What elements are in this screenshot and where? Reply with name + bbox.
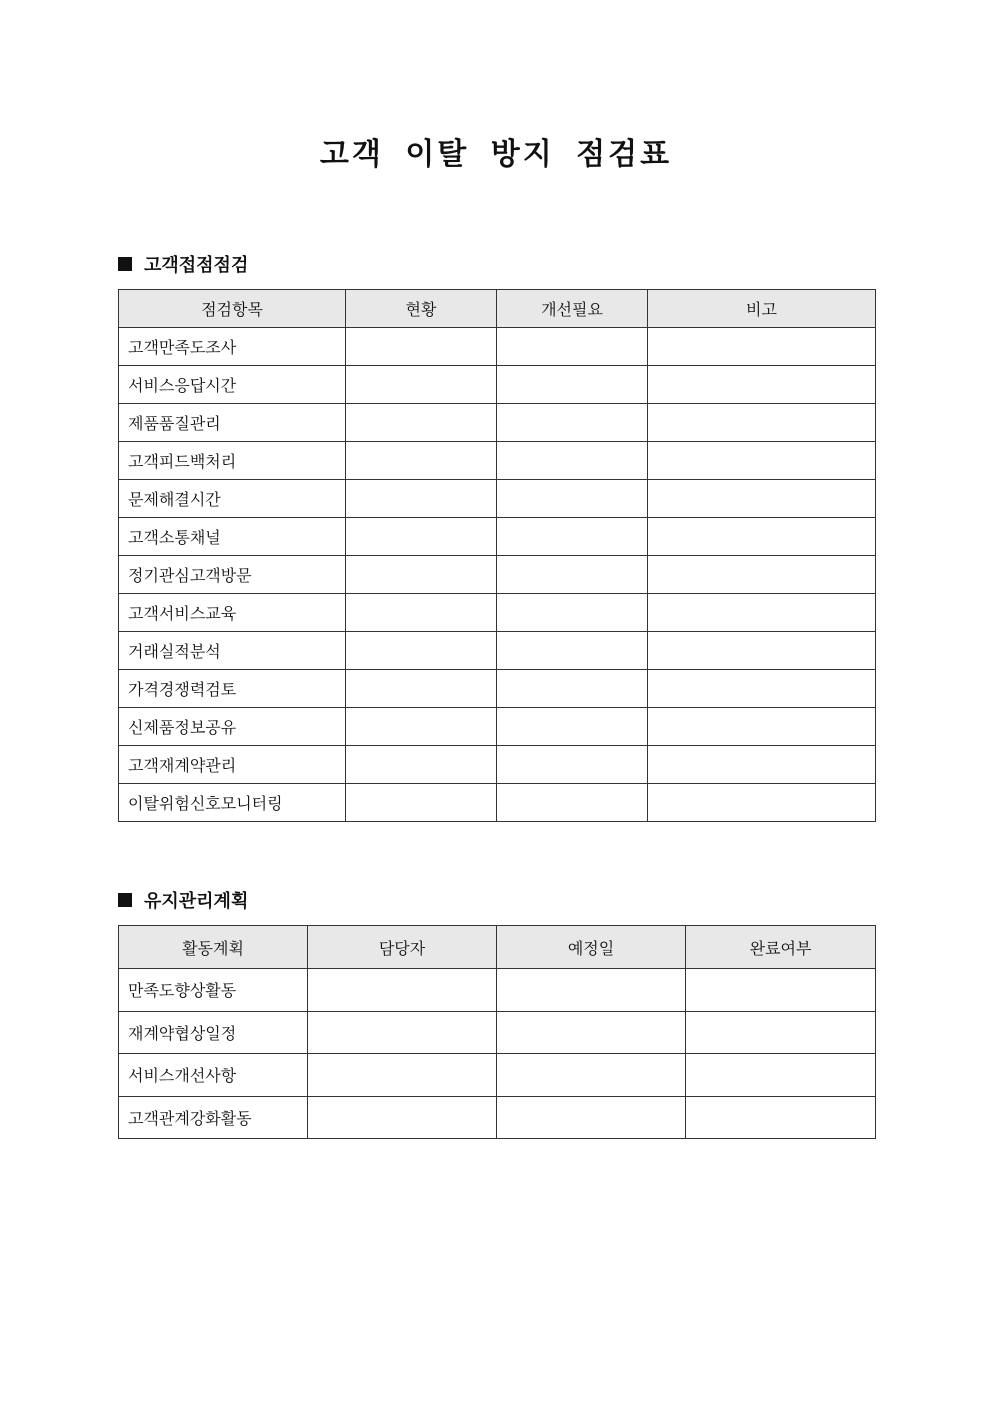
column-header: 비고 <box>648 290 876 328</box>
section-heading-label: 고객접점점검 <box>144 255 249 276</box>
owner-cell[interactable] <box>308 1011 497 1054</box>
column-header: 현황 <box>346 290 497 328</box>
table-row <box>119 404 876 442</box>
section-heading-contact-check <box>118 250 248 278</box>
table-row <box>119 1011 876 1054</box>
status-cell[interactable] <box>346 746 497 784</box>
due-date-cell[interactable] <box>497 1054 686 1097</box>
check-item-label: 이탈위험신호모니터링 <box>119 784 346 822</box>
check-item-label: 신제품정보공유 <box>119 708 346 746</box>
check-item-label: 정기관심고객방문 <box>119 556 346 594</box>
table-row <box>119 366 876 404</box>
column-header: 담당자 <box>308 926 497 969</box>
remarks-cell[interactable] <box>648 366 876 404</box>
black-square-icon <box>118 257 132 271</box>
section-heading-retention-plan <box>118 886 248 914</box>
table-row <box>119 969 876 1012</box>
table-row <box>119 480 876 518</box>
activity-label: 고객관계강화활동 <box>119 1096 308 1139</box>
column-header: 개선필요 <box>497 290 648 328</box>
table-row <box>119 328 876 366</box>
check-item-label: 고객만족도조사 <box>119 328 346 366</box>
table-row <box>119 1096 876 1139</box>
table-row <box>119 1054 876 1097</box>
improvement-cell[interactable] <box>497 518 648 556</box>
check-item-label: 제품품질관리 <box>119 404 346 442</box>
improvement-cell[interactable] <box>497 670 648 708</box>
retention-plan-table <box>118 925 876 1139</box>
improvement-cell[interactable] <box>497 404 648 442</box>
status-cell[interactable] <box>346 556 497 594</box>
check-item-label: 고객피드백처리 <box>119 442 346 480</box>
table-row <box>119 746 876 784</box>
table-row <box>119 442 876 480</box>
improvement-cell[interactable] <box>497 366 648 404</box>
status-cell[interactable] <box>346 518 497 556</box>
remarks-cell[interactable] <box>648 784 876 822</box>
table-row <box>119 670 876 708</box>
owner-cell[interactable] <box>308 1096 497 1139</box>
due-date-cell[interactable] <box>497 1096 686 1139</box>
improvement-cell[interactable] <box>497 746 648 784</box>
column-header: 점검항목 <box>119 290 346 328</box>
remarks-cell[interactable] <box>648 746 876 784</box>
remarks-cell[interactable] <box>648 556 876 594</box>
column-header: 예정일 <box>497 926 686 969</box>
remarks-cell[interactable] <box>648 328 876 366</box>
check-item-label: 거래실적분석 <box>119 632 346 670</box>
remarks-cell[interactable] <box>648 442 876 480</box>
status-cell[interactable] <box>346 708 497 746</box>
due-date-cell[interactable] <box>497 969 686 1012</box>
table-row <box>119 594 876 632</box>
activity-label: 재계약협상일정 <box>119 1011 308 1054</box>
improvement-cell[interactable] <box>497 556 648 594</box>
check-item-label: 고객재계약관리 <box>119 746 346 784</box>
status-cell[interactable] <box>346 442 497 480</box>
due-date-cell[interactable] <box>497 1011 686 1054</box>
table-row <box>119 518 876 556</box>
completion-cell[interactable] <box>686 1011 876 1054</box>
status-cell[interactable] <box>346 632 497 670</box>
check-item-label: 고객서비스교육 <box>119 594 346 632</box>
table-header-row <box>119 290 876 328</box>
column-header: 활동계획 <box>119 926 308 969</box>
improvement-cell[interactable] <box>497 632 648 670</box>
status-cell[interactable] <box>346 404 497 442</box>
table-header-row <box>119 926 876 969</box>
completion-cell[interactable] <box>686 1054 876 1097</box>
remarks-cell[interactable] <box>648 518 876 556</box>
status-cell[interactable] <box>346 480 497 518</box>
remarks-cell[interactable] <box>648 708 876 746</box>
remarks-cell[interactable] <box>648 670 876 708</box>
remarks-cell[interactable] <box>648 480 876 518</box>
table-row <box>119 556 876 594</box>
status-cell[interactable] <box>346 366 497 404</box>
activity-label: 만족도향상활동 <box>119 969 308 1012</box>
activity-label: 서비스개선사항 <box>119 1054 308 1097</box>
improvement-cell[interactable] <box>497 480 648 518</box>
check-item-label: 문제해결시간 <box>119 480 346 518</box>
status-cell[interactable] <box>346 328 497 366</box>
completion-cell[interactable] <box>686 1096 876 1139</box>
status-cell[interactable] <box>346 670 497 708</box>
remarks-cell[interactable] <box>648 632 876 670</box>
status-cell[interactable] <box>346 594 497 632</box>
column-header: 완료여부 <box>686 926 876 969</box>
page-title: 고객 이탈 방지 점검표 <box>319 137 673 172</box>
check-item-label: 고객소통채널 <box>119 518 346 556</box>
improvement-cell[interactable] <box>497 328 648 366</box>
remarks-cell[interactable] <box>648 404 876 442</box>
owner-cell[interactable] <box>308 969 497 1012</box>
check-item-label: 가격경쟁력검토 <box>119 670 346 708</box>
table-row <box>119 708 876 746</box>
section-heading-label: 유지관리계획 <box>144 891 249 912</box>
status-cell[interactable] <box>346 784 497 822</box>
remarks-cell[interactable] <box>648 594 876 632</box>
improvement-cell[interactable] <box>497 442 648 480</box>
improvement-cell[interactable] <box>497 784 648 822</box>
contact-check-table <box>118 289 876 822</box>
table-row <box>119 784 876 822</box>
improvement-cell[interactable] <box>497 708 648 746</box>
owner-cell[interactable] <box>308 1054 497 1097</box>
table-row <box>119 632 876 670</box>
check-item-label: 서비스응답시간 <box>119 366 346 404</box>
black-square-icon <box>118 893 132 907</box>
completion-cell[interactable] <box>686 969 876 1012</box>
improvement-cell[interactable] <box>497 594 648 632</box>
